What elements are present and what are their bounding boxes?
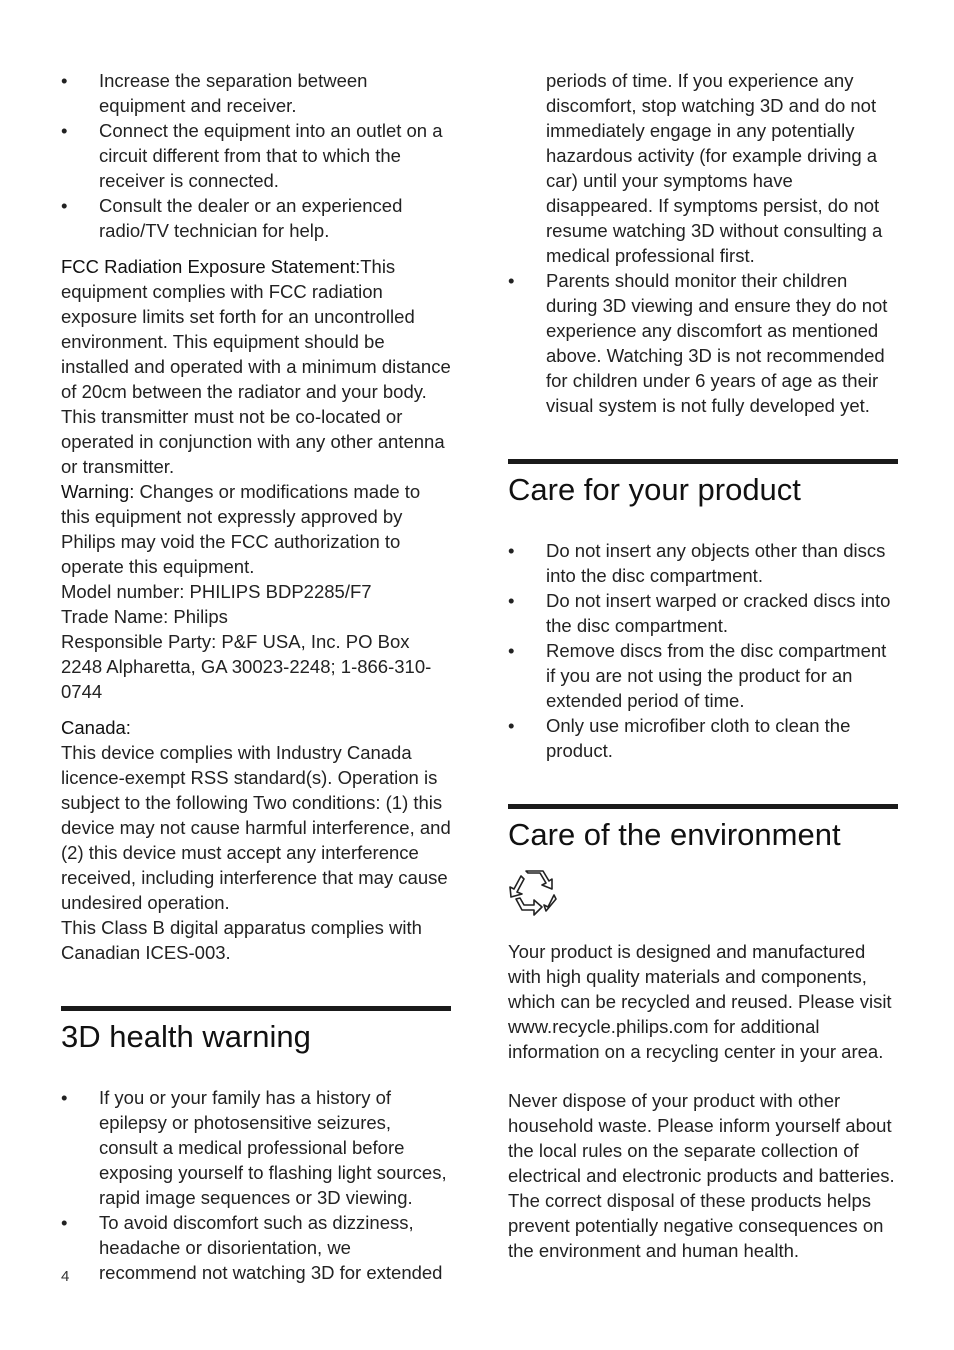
page-number: 4 — [61, 1268, 70, 1285]
canada-label: Canada: — [61, 717, 131, 738]
list-item: • If you or your family has a history of epilepsy or photosensitive seizures, consult a medical professional before exposing yourself to flashing light sources, rapid image sequences or 3D viewing. — [61, 1085, 451, 1210]
fcc-label: FCC Radiation Exposure Statement: — [61, 256, 361, 277]
trade-name: Trade Name: Philips — [61, 606, 228, 627]
list-item: • To avoid discomfort such as dizziness, headache or disorientation, we recommend not watching 3D for extended — [61, 1210, 451, 1285]
fcc-text: This equipment complies with FCC radiation exposure limits set forth for an uncontrolled environment. This equipment should be installed and operated with a minimum distance of 20cm between the radiator and your body. — [61, 256, 451, 402]
environment-text-2: Never dispose of your product with other household waste. Please inform yourself about the local rules on the separate collection of electrical and electronic products and batteries. The correct disposal of these products helps prevent potentially negative consequences on the environment and human health. — [508, 1090, 895, 1261]
left-column — [61, 68, 451, 1285]
warning-label: Warning: — [61, 481, 135, 502]
care-list — [508, 538, 898, 763]
section-divider — [508, 459, 898, 464]
environment-text-1: Your product is designed and manufactured with high quality materials and components, which can be recycled and reused. Please visit www.recycle.philips.com for additional information on a recycling center in your area. — [508, 941, 892, 1062]
model-number: Model number: PHILIPS BDP2285/F7 — [61, 581, 372, 602]
health-list — [61, 1085, 451, 1285]
warning-text: Changes or modifications made to this equipment not expressly approved by Philips may void the FCC authorization to operate this equipment. — [61, 481, 421, 577]
fcc-statement — [61, 254, 451, 404]
list-item: • Do not insert warped or cracked discs into the disc compartment. — [508, 588, 898, 638]
health-heading: 3D health warning — [61, 1019, 311, 1054]
right-column — [508, 68, 898, 1263]
list-item: • Parents should monitor their children during 3D viewing and ensure they do not experience any discomfort as mentioned above. Watching 3D is not recommended for children under 6 years of age as their visual system is not fully developed yet. — [508, 268, 898, 418]
care-heading: Care for your product — [508, 472, 801, 507]
canada-text-2: This Class B digital apparatus complies with Canadian ICES-003. — [61, 917, 422, 963]
health-list-2 — [508, 268, 898, 418]
fcc-text-2: This transmitter must not be co-located or operated in conjunction with any other antenna or transmitter. — [61, 406, 445, 477]
canada-text: This device complies with Industry Canada licence-exempt RSS standard(s). Operation is subject to the following Two conditions: (1) this device may not cause harmful interference, and (2) this device must accept any interference received, including interference that may cause undesired operation. — [61, 742, 451, 913]
environment-heading: Care of the environment — [508, 817, 841, 852]
list-item: • Connect the equipment into an outlet on a circuit different from that to which the receiver is connected. — [61, 118, 451, 193]
warning-statement — [61, 479, 451, 579]
list-item: • Increase the separation between equipment and receiver. — [61, 68, 451, 118]
responsible-party: Responsible Party: P&F USA, Inc. PO Box 2248 Alpharetta, GA 30023-2248; 1-866-310-0744 — [61, 631, 432, 702]
interference-list — [61, 68, 451, 243]
recycle-icon — [508, 867, 560, 919]
section-divider — [508, 804, 898, 809]
list-item: • Remove discs from the disc compartment if you are not using the product for an extended period of time. — [508, 638, 898, 713]
list-item: • Consult the dealer or an experienced radio/TV technician for help. — [61, 193, 451, 243]
health-continued: periods of time. If you experience any discomfort, stop watching 3D and do not immediately engage in any potentially hazardous activity (for example driving a car) until your symptoms have disappeared. If symptoms persist, do not resume watching 3D without consulting a medical professional first. — [546, 70, 883, 266]
list-item: • Only use microfiber cloth to clean the product. — [508, 713, 898, 763]
section-divider — [61, 1006, 451, 1011]
list-item: • Do not insert any objects other than discs into the disc compartment. — [508, 538, 898, 588]
